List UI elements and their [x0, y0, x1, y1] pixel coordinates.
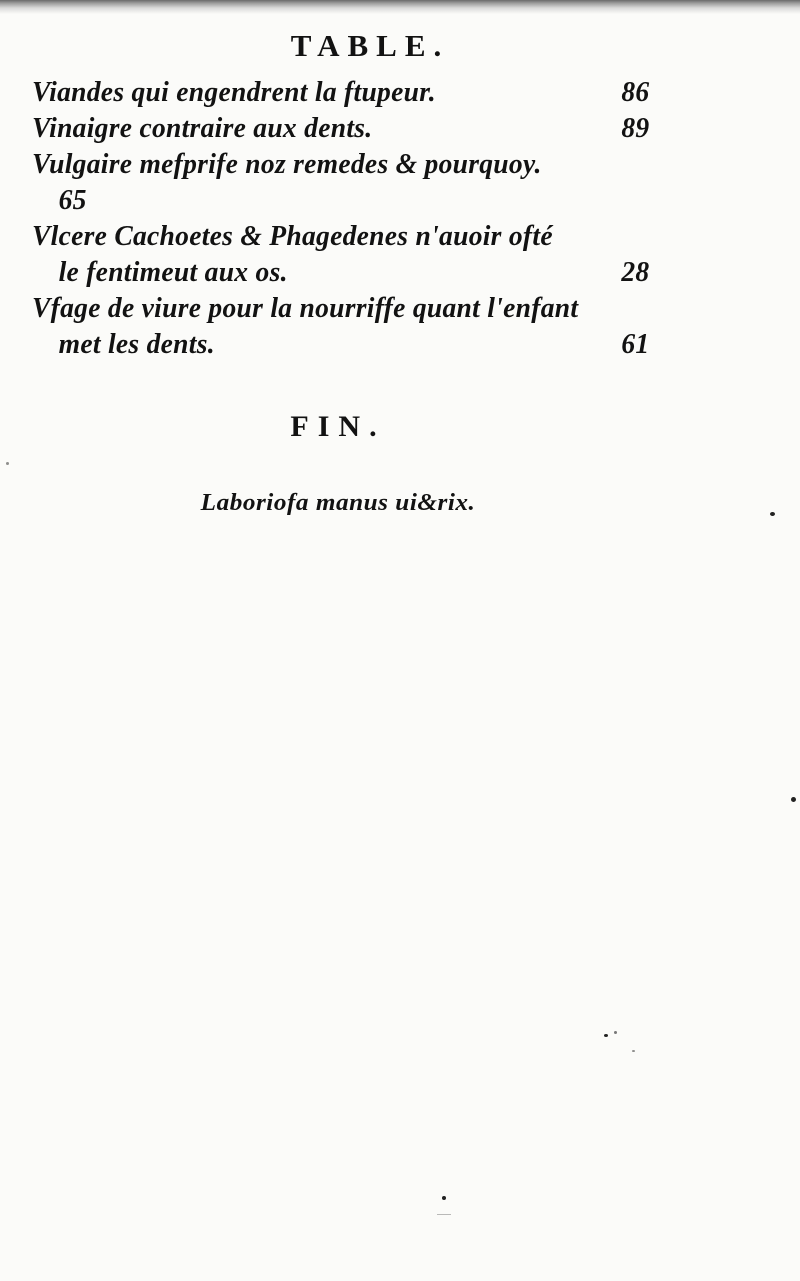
scan-speck	[614, 1031, 617, 1034]
scan-speck	[604, 1034, 608, 1037]
entry-page-number: 61	[621, 328, 650, 360]
index-entry	[32, 218, 650, 290]
entry-page-number: 65	[58, 184, 87, 216]
scan-speck	[770, 512, 775, 516]
index-entry	[32, 110, 650, 146]
scan-speck	[632, 1050, 635, 1052]
index-entry	[32, 146, 650, 218]
scan-speck	[6, 462, 9, 465]
fin-heading: FIN.	[290, 410, 386, 443]
entry-text: Viandes qui engendrent la ftupeur.	[32, 76, 436, 108]
index-entry	[32, 290, 650, 362]
scan-speck	[437, 1214, 451, 1215]
printer-motto: Laboriofa manus ui&rix.	[200, 490, 476, 516]
index-entry	[32, 74, 650, 110]
entry-page-number: 89	[621, 112, 650, 144]
entry-page-number: 86	[621, 76, 650, 108]
scan-speck	[442, 1196, 446, 1200]
scan-speck	[791, 797, 796, 802]
entry-text: Vfage de viure pour la nourriffe quant l'enfant	[32, 292, 579, 324]
index-entries	[32, 74, 682, 362]
entry-page-number: 28	[621, 256, 650, 288]
running-head: TABLE.	[290, 28, 450, 63]
entry-text-continuation: met les dents.	[58, 328, 215, 360]
entry-text: Vlcere Cachoetes & Phagedenes n'auoir ofté	[32, 220, 553, 252]
entry-text: Vinaigre contraire aux dents.	[32, 112, 373, 144]
entry-text-continuation: le fentimeut aux os.	[58, 256, 288, 288]
entry-text: Vulgaire mefprife noz remedes & pourquoy.	[32, 148, 542, 180]
